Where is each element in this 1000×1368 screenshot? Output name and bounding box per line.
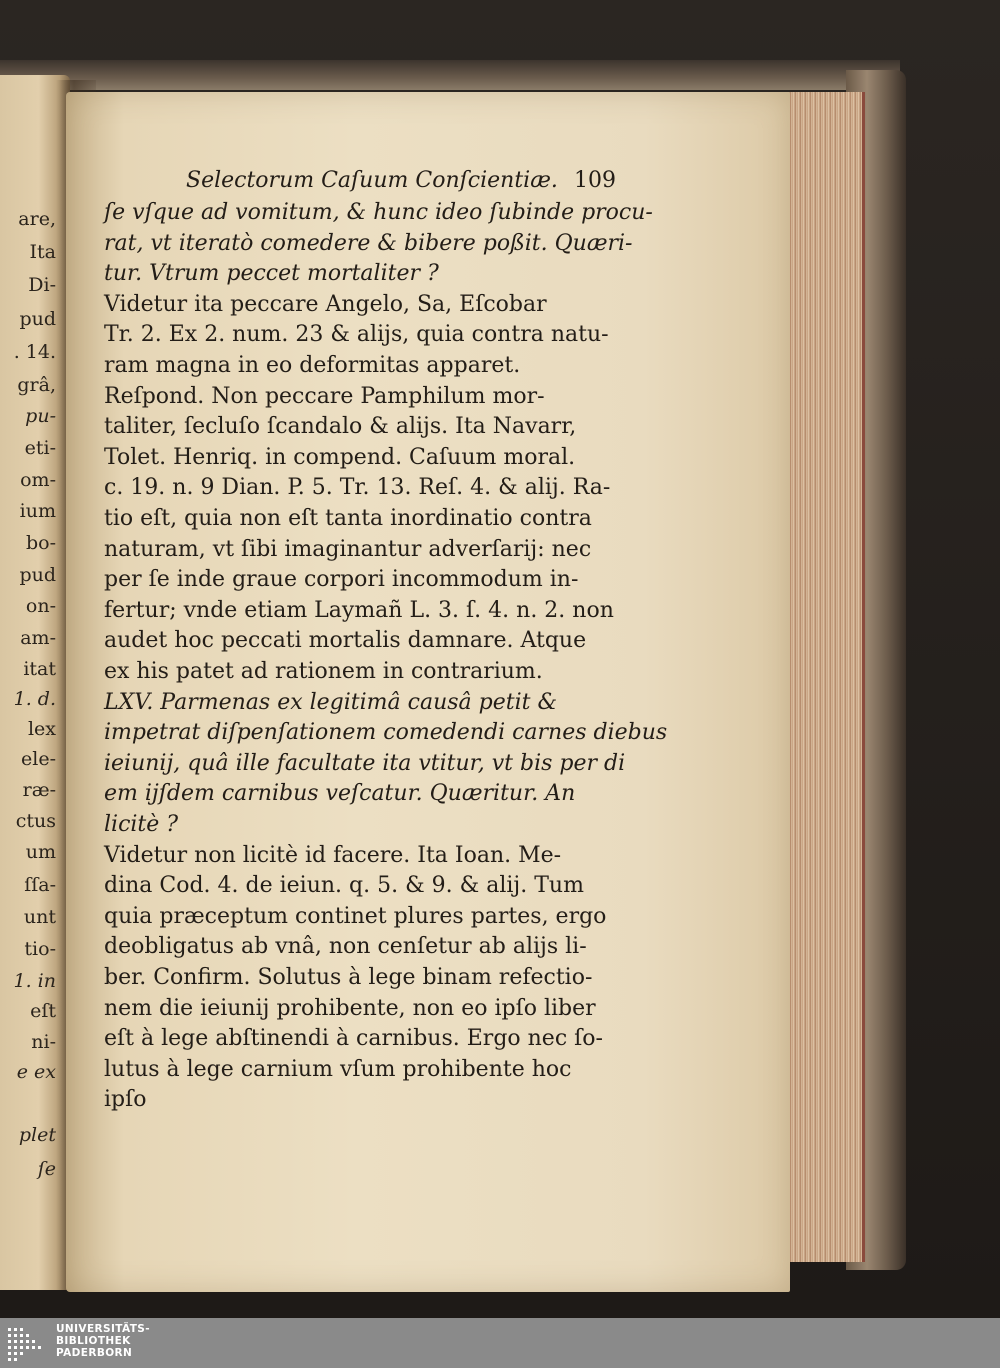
logo-line-2: BIBLIOTHEK: [56, 1335, 131, 1347]
left-page-fragment: ele-: [21, 748, 56, 770]
left-page-fragment: eſt: [30, 1000, 56, 1022]
left-page-fragment: ni-: [31, 1031, 56, 1053]
left-page-fragment: eti-: [24, 437, 56, 459]
left-page-fragment: Ita: [29, 241, 56, 263]
text-line: rat, vt iteratò comedere & bibere poßit. Quæri-: [104, 230, 633, 256]
page-number: 109: [574, 168, 616, 193]
text-line: lutus à lege carnium vſum prohibente hoc: [104, 1056, 572, 1082]
left-page-fragment: pud: [19, 564, 56, 586]
left-page-fragment: om-: [20, 469, 56, 491]
left-page-fragment: grâ,: [17, 374, 56, 396]
library-logo-text: [56, 1323, 150, 1359]
library-logo-icon: [6, 1324, 46, 1364]
logo-line-1: UNIVERSITÄTS-: [56, 1323, 151, 1335]
left-page-fragment: Di-: [28, 274, 56, 296]
left-page-fragment: 1. in: [13, 970, 56, 992]
text-line: ber. Confirm. Solutus à lege binam refectio-: [104, 965, 593, 990]
left-page-fragment: lex: [27, 718, 56, 740]
left-page-fragment: plet: [18, 1124, 56, 1146]
left-page-fragment: ſe: [37, 1158, 56, 1180]
left-page-fragment: ctus: [15, 810, 56, 832]
text-line: impetrat diſpenſationem comedendi carnes diebus: [104, 720, 668, 746]
text-line: quia præceptum continet plures partes, ergo: [104, 903, 607, 929]
text-line: taliter, ſecluſo ſcandalo & alijs. Ita Navarr,: [104, 414, 577, 440]
text-line: Videtur non licitè id facere. Ita Ioan. Me-: [104, 842, 562, 868]
text-line: em ijſdem carnibus veſcatur. Quæritur. An: [104, 781, 576, 807]
text-line: nem die ieiunij prohibente, non eo ipſo liber: [104, 995, 596, 1021]
left-page-fragment: on-: [25, 595, 56, 617]
text-line: ieiunij, quâ ille facultate ita vtitur, vt bis per di: [104, 750, 626, 776]
text-line: fertur; vnde etiam Laymañ L. 3. ſ. 4. n. 2. non: [104, 597, 614, 623]
left-page-fragment: ræ-: [22, 779, 56, 801]
left-page-fragment: ium: [19, 500, 56, 522]
left-page-fragment: pud: [19, 308, 56, 330]
text-line: tur. Vtrum peccet mortaliter ?: [104, 261, 439, 287]
text-line: Videtur ita peccare Angelo, Sa, Eſcobar: [104, 291, 547, 317]
left-page-fragment: itat: [23, 658, 56, 680]
text-line: Reſpond. Non peccare Pamphilum mor-: [104, 383, 545, 409]
text-line: audet hoc peccati mortalis damnare. Atque: [104, 628, 587, 654]
text-line: ex his patet ad rationem in contrarium.: [104, 659, 543, 684]
text-line: LXV. Parmenas ex legitimâ causâ petit &: [104, 689, 558, 715]
left-page-fragment: ſſa-: [24, 874, 56, 896]
text-line: eſt à lege abſtinendi à carnibus. Ergo nec ſo-: [104, 1026, 603, 1052]
left-page-fragment: um: [25, 841, 56, 863]
text-line: per ſe inde graue corpori incommodum in-: [104, 567, 579, 593]
text-line: Tolet. Henriq. in compend. Caſuum moral.: [104, 444, 576, 470]
text-line: Tr. 2. Ex 2. num. 23 & alijs, quia contra natu-: [104, 322, 609, 348]
left-page-fragment: am-: [20, 627, 56, 649]
text-line: ram magna in eo deformitas apparet.: [104, 353, 521, 378]
left-page-fragment: . 14.: [13, 341, 56, 363]
running-head: Selectorum Caſuum Conſcientiæ.: [186, 168, 558, 193]
text-line: tio eſt, quia non eſt tanta inordinatio contra: [104, 506, 592, 531]
left-page-fragment: tio-: [24, 938, 56, 960]
text-line: naturam, vt ſibi imaginantur adverſarij: nec: [104, 536, 592, 562]
library-footer-bar: [0, 1318, 1000, 1368]
logo-line-3: PADERBORN: [56, 1347, 133, 1359]
text-line: ipſo: [104, 1087, 147, 1113]
left-page-fragment: 1. d.: [13, 688, 56, 710]
left-page-fragment: are,: [18, 208, 56, 230]
left-page-fragment: e ex: [16, 1061, 56, 1083]
left-page-fragment: bo-: [25, 532, 56, 554]
left-page-fragment: pu-: [25, 405, 56, 427]
text-line: ſe vſque ad vomitum, & hunc ideo ſubinde procu-: [104, 200, 653, 225]
text-line: deobligatus ab vnâ, non cenſetur ab alijs li-: [104, 934, 587, 960]
text-line: c. 19. n. 9 Dian. P. 5. Tr. 13. Reſ. 4. & alij. Ra-: [104, 475, 611, 501]
text-line: licitè ?: [104, 812, 179, 837]
left-page-fragment: unt: [23, 906, 56, 928]
book-cover-top: [0, 60, 900, 90]
text-line: dina Cod. 4. de ieiun. q. 5. & 9. & alij. Tum: [104, 873, 584, 899]
